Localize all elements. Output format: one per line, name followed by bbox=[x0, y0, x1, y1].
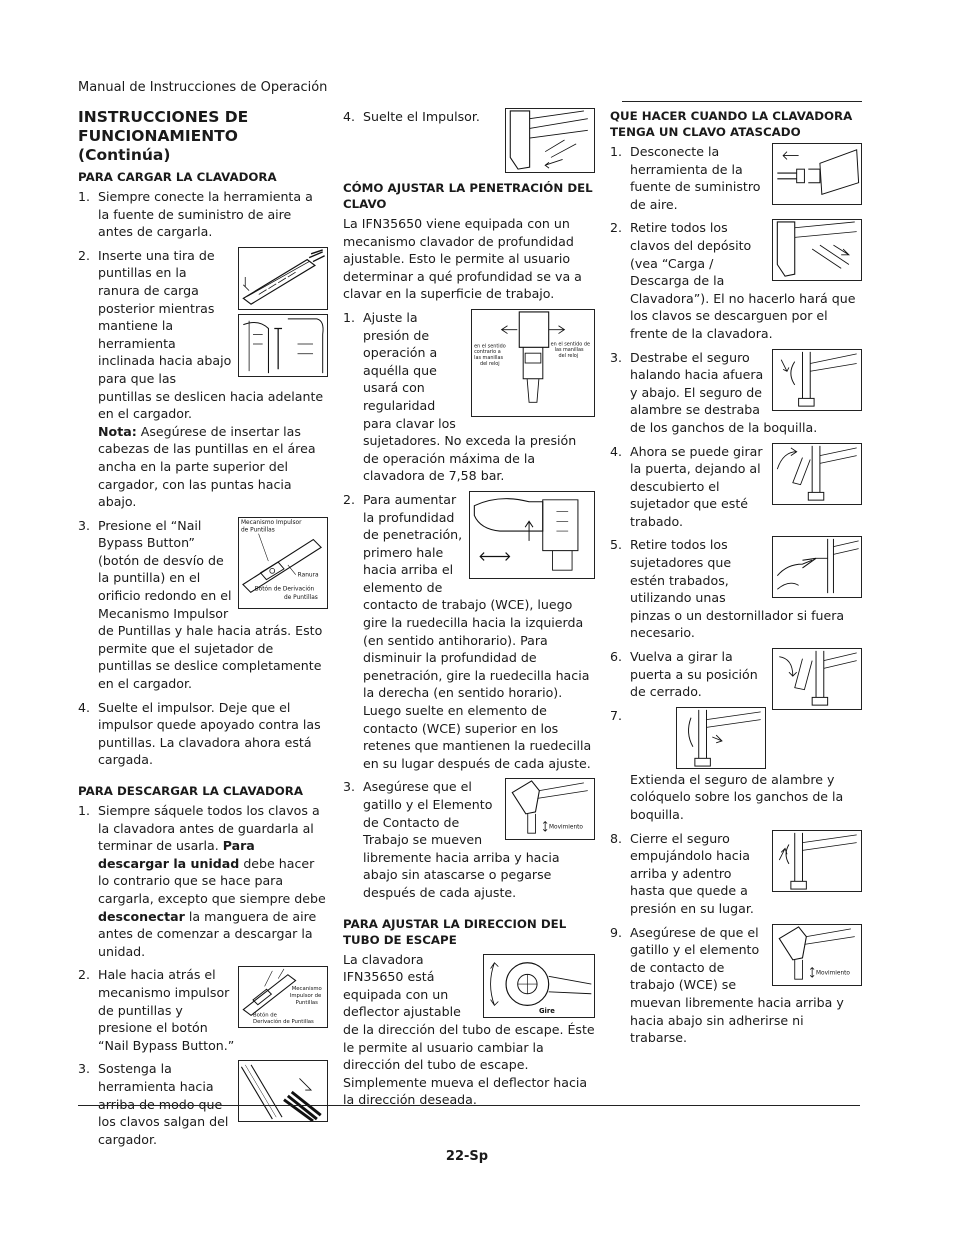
figure-close-latch bbox=[772, 830, 862, 892]
depth-intro: La IFN35650 viene equipada con un mecanismo clavador de profundidad ajustable. Esto le permite al usuario determinar a qué profundidad se va a clavar en la superficie de trabajo. bbox=[343, 216, 582, 302]
svg-text:en el sentido de: en el sentido de bbox=[550, 341, 590, 348]
section-title: INSTRUCCIONES DE FUNCIONAMIENTO (Continúa) bbox=[78, 108, 249, 164]
svg-text:de Puntillas: de Puntillas bbox=[240, 527, 275, 534]
unload-step-1: 1. Siempre sáquele todos los clavos a la clavadora antes de guardarla al terminar de usarla. Para descargar la unidad debe hacer lo contrario que se hace para cargarla, excepto que siempre debe desconectar la manguera de aire antes de comenzar a descargar la unidad. bbox=[78, 803, 326, 959]
depth-step-3: 3. Movimiento Asegúrese que el gatillo y el Elemento de Contacto de Trabajo se mueven libremente hacia arriba y hacia abajo sin atascarse o pegarse después de cada ajuste. bbox=[343, 778, 595, 901]
svg-text:Mecanismo Impulsor: Mecanismo Impulsor bbox=[240, 519, 302, 526]
figure-trigger-movement bbox=[505, 778, 595, 840]
running-header: Manual de Instrucciones de Operación bbox=[78, 80, 328, 95]
load-heading: PARA CARGAR LA CLAVADORA bbox=[78, 170, 277, 184]
unload-step-2: 2. Mecanismo Impulsor de Puntillas Botón de Derivación de Puntillas Hale hacia atrás el mecanismo impulsor de puntillas y presione el botón “Nail Bypass Button.” bbox=[78, 966, 328, 1054]
load-step-1: 1. Siempre conecte la herramienta a la fuente de suministro de aire antes de cargarla. bbox=[78, 189, 313, 240]
jam-step-6: 6. Vuelva a girar la puerta a su posición de cerrado. bbox=[610, 648, 862, 701]
figure-exhaust-deflector bbox=[483, 954, 595, 1018]
page-number: 22-Sp bbox=[445, 1149, 489, 1164]
jam-step-8: 8. Cierre el seguro empujándolo hacia arriba y adentro hasta que quede a presión en su lugar. bbox=[610, 830, 862, 918]
unload-step-3: 3. Sostenga la herramienta hacia arriba de modo que los clavos salgan del cargador. bbox=[78, 1060, 328, 1148]
figure-final-check bbox=[772, 924, 862, 986]
figure-disconnect-air bbox=[772, 143, 862, 205]
svg-text:Impulsor de: Impulsor de bbox=[289, 993, 322, 1000]
unload-heading: PARA DESCARGAR LA CLAVADORA bbox=[78, 784, 303, 798]
jam-step-3: 3. Destrabe el seguro halando hacia afuera y abajo. El seguro de alambre se destraba de los ganchos de la boquilla. bbox=[610, 349, 862, 437]
svg-text:Ranura: Ranura bbox=[297, 572, 319, 579]
jam-step-7: 7. Extienda el seguro de alambre y colóquelo sobre los ganchos de la boquilla. bbox=[610, 707, 844, 822]
figure-depth-adjust bbox=[469, 491, 595, 579]
load-step-4: 4. Suelte el impulsor. Deje que el impulsor quede apoyado contra las puntillas. La clavadora ahora está cargada. bbox=[78, 699, 321, 768]
svg-text:Gire: Gire bbox=[539, 1006, 555, 1015]
svg-text:Puntillas: Puntillas bbox=[295, 1000, 318, 1007]
svg-text:Derivación de Puntillas: Derivación de Puntillas bbox=[253, 1019, 314, 1026]
depth-step-1: 1. en el sentido contrario a las manillas del reloj en el sentido de las manillas del reloj Ajuste la presión de operación a aquélla que usará con regularidad para clavar los sujetadores. No exceda la presión de operación máxima de la clavadora de 7,58 bar. bbox=[343, 309, 595, 485]
figure-open-door bbox=[772, 443, 862, 505]
svg-text:del reloj: del reloj bbox=[558, 353, 579, 360]
jam-step-4: 4. Ahora se puede girar la puerta, dejando al descubierto el sujetador que esté trabado. bbox=[610, 443, 862, 531]
load-step-4-cont: 4. Suelte el Impulsor. bbox=[343, 108, 595, 174]
svg-text:Botón de Derivación: Botón de Derivación bbox=[254, 586, 315, 593]
figure-magazine-detail bbox=[238, 314, 328, 377]
figure-remove-nails bbox=[772, 219, 862, 281]
figure-pliers bbox=[772, 536, 862, 598]
column-3 bbox=[610, 108, 862, 1053]
figure-magazine-load bbox=[238, 247, 328, 310]
svg-text:Botón de: Botón de bbox=[253, 1012, 277, 1019]
depth-step-2: 2. Para aumentar la profundidad de penetración, primero hale hacia arriba el elemento de contacto de trabajo (WCE), luego gire la ruedecilla hacia la izquierda (en sentido antihorario). Para disminuir la profundidad de penetración, gire la ruedecilla hacia la derecha (en sentido horario). Luego suelte en elemento de contacto (WCE) superior en los retenes que mantienen la ruedecilla en su lugar después de cada ajuste. bbox=[343, 491, 595, 773]
load-step-2: 2. Inserte una tira de puntillas en la ranura de carga posterior mientras mantiene la herramienta inclinada hacia abajo para que las puntillas se deslicen hacia adelante en el cargador. Nota: Asegúrese de insertar las cabezas de las puntillas en el área ancha en la parte superior del cargador, con las puntas hacia abajo. bbox=[78, 247, 328, 511]
exhaust-heading: PARA AJUSTAR LA DIRECCION DEL TUBO DE ESCAPE bbox=[343, 916, 567, 947]
svg-text:Mecanismo: Mecanismo bbox=[291, 986, 322, 993]
column-1 bbox=[78, 108, 328, 1154]
column-3-top-rule bbox=[622, 101, 862, 102]
jam-step-2: 2. Retire todos los clavos del depósito (vea “Carga / Descarga de la Clavadora”). El no hacerlo hará que los clavos se descarguen por el frente de la clavadora. bbox=[610, 219, 862, 342]
figure-unload-pusher bbox=[238, 966, 328, 1028]
figure-release-pusher bbox=[505, 108, 595, 173]
figure-depth-dial bbox=[471, 309, 595, 417]
svg-text:en el sentido: en el sentido bbox=[474, 343, 506, 350]
exhaust-text: Gire La clavadora IFN35650 está equipada con un deflector ajustable de la dirección del tubo de escape. Éste le permite al usuario cambiar la dirección del tubo de escape. Simplemente mueva el deflector hacia la dirección deseada. bbox=[343, 951, 595, 1108]
column-2 bbox=[343, 108, 595, 1115]
svg-text:contrario a: contrario a bbox=[474, 349, 501, 356]
svg-text:Movimiento: Movimiento bbox=[549, 824, 583, 831]
svg-text:de Puntillas: de Puntillas bbox=[283, 594, 318, 601]
svg-text:Movimiento: Movimiento bbox=[816, 969, 850, 976]
jam-step-5: 5. Retire todos los sujetadores que estén trabados, utilizando unas pinzas o un destornillador si fuera necesario. bbox=[610, 536, 862, 642]
figure-close-door bbox=[772, 648, 862, 710]
svg-text:las manillas: las manillas bbox=[554, 347, 584, 354]
depth-heading: CÓMO AJUSTAR LA PENETRACIÓN DEL CLAVO bbox=[343, 181, 593, 211]
footer-rule bbox=[78, 1105, 860, 1106]
jam-step-9: 9. Movimiento Asegúrese de que el gatillo y el elemento de contacto de trabajo (WCE) se muevan libremente hacia arriba y hacia abajo sin adherirse ni trabarse. bbox=[610, 924, 862, 1047]
svg-text:las manillas: las manillas bbox=[474, 355, 504, 362]
svg-text:del reloj: del reloj bbox=[480, 360, 500, 367]
figure-release-latch bbox=[772, 349, 862, 411]
figure-nail-pusher bbox=[238, 517, 328, 609]
jam-step-1: 1. Desconecte la herramienta de la fuente de suministro de aire. bbox=[610, 143, 862, 213]
jam-heading: QUE HACER CUANDO LA CLAVADORA TENGA UN CLAVO ATASCADO bbox=[610, 109, 853, 139]
figure-nails-slide-out bbox=[238, 1060, 328, 1122]
figure-extend-latch bbox=[676, 707, 766, 769]
load-step-3: 3. Mecanismo Impulsor de Puntillas Ranura Botón de Derivación de Puntillas Presione el “Nail Bypass Button” (botón de desvío de la puntilla) en el orificio redondo en el Mecanismo Impulsor de Puntillas y hale hacia atrás. Esto permite que el sujetador de puntillas se deslice completamente en el cargador. bbox=[78, 517, 328, 693]
